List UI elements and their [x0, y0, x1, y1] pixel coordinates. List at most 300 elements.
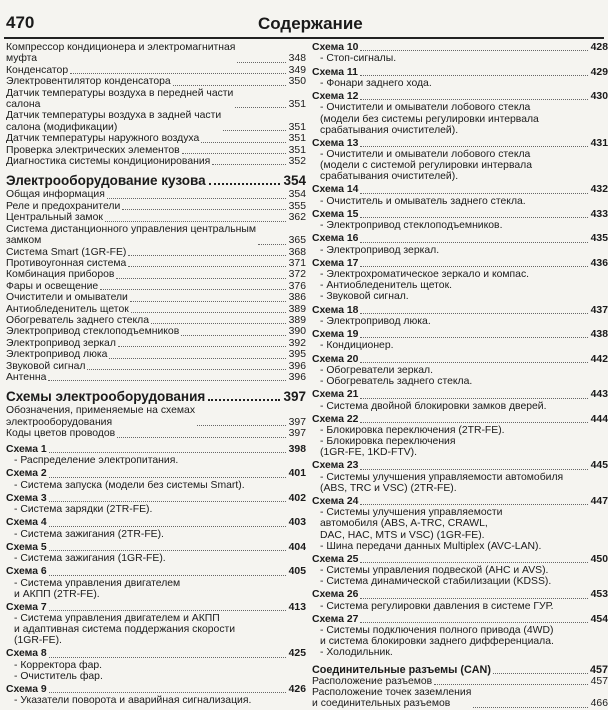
entry-label: Обогреватель заднего стекла	[6, 314, 150, 326]
scheme-heading	[312, 184, 608, 195]
scheme-items	[312, 196, 608, 207]
toc-entry[interactable]	[6, 315, 306, 326]
leader-dots	[360, 146, 588, 147]
scheme-name: Схема 13	[312, 137, 359, 149]
leader-dots	[151, 323, 286, 324]
scheme-items	[6, 529, 306, 540]
scheme-items	[312, 245, 608, 256]
scheme-heading	[312, 354, 608, 365]
leader-dots	[197, 425, 286, 426]
scheme-page: 405	[288, 566, 306, 578]
scheme-items	[6, 660, 306, 682]
entry-label: Антенна	[6, 371, 47, 383]
scheme-item: - Очиститель фар.	[14, 670, 103, 682]
scheme-name: Схема 9	[6, 683, 47, 695]
section-heading[interactable]	[6, 389, 306, 404]
scheme-heading	[6, 468, 306, 479]
scheme-item: - Звуковой сигнал.	[320, 291, 409, 303]
scheme-page: 450	[590, 553, 608, 565]
scheme-items	[6, 455, 306, 466]
entry-page: 396	[288, 371, 306, 383]
page-title: Содержание	[258, 14, 363, 33]
scheme-page: 425	[288, 648, 306, 660]
entry-page: 396	[288, 360, 306, 372]
scheme-entry[interactable]	[312, 329, 608, 352]
toc-entry[interactable]	[6, 88, 306, 111]
entry-page: 350	[288, 76, 306, 88]
toc-entry[interactable]	[6, 133, 306, 144]
scheme-name: Схема 25	[312, 553, 359, 565]
leader-dots	[360, 266, 588, 267]
leader-dots	[87, 369, 286, 370]
entry-label: Центральный замок	[6, 212, 103, 224]
scheme-name: Схема 7	[6, 601, 47, 613]
scheme-items	[312, 507, 608, 551]
scheme-name: Схема 5	[6, 541, 47, 553]
scheme-page: 453	[590, 589, 608, 601]
scheme-heading	[6, 517, 306, 528]
leader-dots	[173, 85, 286, 86]
scheme-heading	[312, 414, 608, 425]
scheme-entry[interactable]	[6, 684, 306, 707]
entry-label: Расположение разъемов	[312, 675, 433, 687]
leader-dots	[360, 598, 588, 599]
scheme-heading	[6, 493, 306, 504]
scheme-page: 401	[288, 468, 306, 480]
scheme-heading	[312, 42, 608, 53]
scheme-page: 443	[590, 389, 608, 401]
scheme-page: 435	[590, 233, 608, 245]
scheme-heading	[312, 305, 608, 316]
entry-label: Электропривод зеркал	[6, 337, 116, 349]
entry-page: 389	[288, 314, 306, 326]
entry-label: Звуковой сигнал	[6, 360, 86, 372]
toc-entry[interactable]	[6, 42, 306, 65]
leader-dots	[181, 335, 286, 336]
scheme-item: - Система управления двигателем и АКПП (2TR-FE).	[14, 577, 181, 600]
scheme-items	[6, 578, 306, 600]
entry-page: 349	[288, 64, 306, 76]
scheme-entry[interactable]	[312, 614, 608, 659]
entry-label: Датчик температуры наружного воздуха	[6, 133, 200, 145]
scheme-item: - Холодильник.	[320, 647, 393, 659]
page-number: 470	[6, 13, 35, 32]
scheme-entry[interactable]	[6, 444, 306, 467]
scheme-item: - Указатели поворота и аварийная сигнализация.	[14, 695, 252, 707]
scheme-name: Схема 14	[312, 184, 359, 196]
toc-entry[interactable]	[6, 361, 306, 372]
leader-dots	[360, 313, 588, 314]
scheme-list	[6, 444, 306, 707]
scheme-name: Схема 4	[6, 517, 47, 529]
scheme-entry[interactable]	[312, 258, 608, 303]
entry-label: Система Smart (1GR-FE)	[6, 246, 127, 258]
right-column	[312, 42, 608, 710]
leader-dots	[434, 684, 588, 685]
scheme-page: 430	[590, 91, 608, 102]
entry-label: Система дистанционного управления центральным замком	[6, 223, 257, 247]
entry-label: Комбинация приборов	[6, 269, 115, 281]
scheme-entry[interactable]	[312, 389, 608, 412]
scheme-item: - Электрохроматическое зеркало и компас.	[320, 269, 530, 281]
leader-dots	[360, 422, 588, 423]
entry-page: 397	[288, 416, 306, 428]
scheme-heading	[312, 258, 608, 269]
entry-label: Конденсатор	[6, 64, 69, 76]
entry-label: Общая информация	[6, 189, 105, 201]
scheme-items	[312, 601, 608, 612]
scheme-entry[interactable]	[312, 138, 608, 183]
scheme-entry[interactable]	[6, 602, 306, 647]
scheme-items	[312, 78, 608, 89]
leader-dots	[235, 107, 286, 108]
scheme-name: Схема 8	[6, 648, 47, 660]
section-page: 457	[589, 663, 608, 676]
toc-entry[interactable]	[6, 269, 306, 280]
scheme-name: Схема 16	[312, 233, 359, 245]
leader-dots	[237, 62, 286, 63]
leader-dots	[360, 469, 588, 470]
leader-dots	[49, 526, 286, 527]
entry-label: Датчик температуры воздуха в задней части салона (модификации)	[6, 110, 222, 133]
scheme-page: 432	[590, 184, 608, 196]
entry-page: 368	[288, 246, 306, 258]
scheme-entry[interactable]	[312, 354, 608, 388]
scheme-heading	[312, 496, 608, 507]
toc-entry[interactable]	[6, 258, 306, 269]
leader-dots	[49, 501, 286, 502]
toc-entry[interactable]	[6, 76, 306, 87]
entry-label: Электропривод стеклоподъемников	[6, 326, 180, 338]
toc-entry[interactable]	[6, 224, 306, 247]
leader-dots	[360, 504, 588, 505]
scheme-item: - Обогреватель заднего стекла.	[320, 376, 473, 388]
scheme-entry[interactable]	[312, 91, 608, 136]
leader-dots	[49, 550, 286, 551]
entry-page: 351	[288, 99, 306, 111]
scheme-heading	[6, 648, 306, 659]
leader-dots	[118, 346, 286, 347]
toc-entry[interactable]	[6, 338, 306, 349]
scheme-item: - Система управления двигателем и АКПП и адаптивная система поддержания скорости (1GR-FE).	[14, 613, 236, 647]
scheme-heading	[312, 209, 608, 220]
scheme-items	[312, 425, 608, 458]
leader-dots	[49, 575, 286, 576]
scheme-entry[interactable]	[6, 468, 306, 491]
scheme-heading	[312, 389, 608, 400]
toc-entry[interactable]	[6, 428, 306, 439]
scheme-items	[312, 340, 608, 351]
entry-label: Фары и освещение	[6, 280, 99, 292]
toc-entry[interactable]	[312, 687, 608, 710]
toc-entry[interactable]	[6, 405, 306, 428]
scheme-item: - Шина передачи данных Multiplex (AVC-LAN).	[320, 540, 542, 552]
scheme-item: - Системы управления подвеской (AHC и AVS).	[320, 565, 549, 577]
scheme-page: 437	[590, 304, 608, 316]
intro-list	[6, 42, 306, 167]
scheme-name: Схема 1	[6, 443, 47, 455]
scheme-entry[interactable]	[312, 554, 608, 588]
leader-dots	[116, 278, 286, 279]
scheme-heading	[312, 329, 608, 340]
scheme-page: 413	[288, 601, 306, 613]
scheme-name: Схема 18	[312, 304, 359, 316]
scheme-page: 436	[590, 257, 608, 269]
scheme-entry[interactable]	[6, 566, 306, 600]
entry-label: Проверка электрических элементов	[6, 144, 180, 156]
leader-dots	[360, 242, 588, 243]
leader-dots	[360, 99, 588, 100]
scheme-items	[312, 269, 608, 302]
leader-dots	[107, 198, 286, 199]
scheme-entry[interactable]	[312, 209, 608, 232]
scheme-name: Схема 21	[312, 389, 359, 401]
scheme-items	[312, 472, 608, 494]
scheme-heading	[6, 602, 306, 613]
scheme-heading	[6, 444, 306, 455]
leader-dots	[49, 452, 286, 453]
scheme-entry[interactable]	[312, 496, 608, 552]
scheme-item: - Фонари заднего хода.	[320, 77, 432, 89]
scheme-name: Схема 6	[6, 566, 47, 578]
scheme-entry[interactable]	[312, 305, 608, 328]
scheme-heading	[312, 138, 608, 149]
entry-page: 386	[288, 292, 306, 304]
section-title: Электрооборудование кузова	[6, 173, 206, 189]
entry-page: 457	[590, 675, 608, 687]
entry-label: Расположение точек заземления и соединительных разъемов	[312, 686, 472, 710]
entry-page: 466	[590, 698, 608, 710]
section-page: 397	[283, 389, 306, 405]
scheme-item: - Очиститель и омыватель заднего стекла.	[320, 195, 526, 207]
entry-label: Компрессор кондиционера и электромагнитная муфта	[6, 42, 236, 65]
entry-label: Коды цветов проводов	[6, 428, 116, 440]
entry-label: Диагностика системы кондиционирования	[6, 156, 211, 168]
scheme-item: - Очистители и омыватели лобового стекла (модели без системы регулировки интервала срабатывания очистителей).	[320, 102, 539, 136]
scheme-entry[interactable]	[312, 67, 608, 90]
leader-dots	[105, 221, 286, 222]
leader-dots	[360, 398, 588, 399]
entry-label: Электропривод люка	[6, 349, 108, 361]
section-list	[312, 676, 608, 710]
entry-label: Противоугонная система	[6, 257, 127, 269]
scheme-item: - Блокировка переключения (1GR-FE, 1KD-FTV).	[320, 436, 456, 459]
scheme-page: 444	[590, 413, 608, 425]
scheme-name: Схема 24	[312, 495, 359, 507]
scheme-entry[interactable]	[6, 542, 306, 565]
entry-label: Очистители и омыватели	[6, 292, 128, 304]
entry-page: 362	[288, 212, 306, 224]
toc-entry[interactable]	[6, 65, 306, 76]
scheme-entry[interactable]	[6, 493, 306, 516]
scheme-page: 429	[590, 66, 608, 78]
scheme-name: Схема 17	[312, 257, 359, 269]
scheme-item: - Система регулировки давления в системе ГУР.	[320, 600, 554, 612]
section-list	[6, 405, 306, 439]
toc-entry[interactable]	[6, 156, 306, 167]
scheme-items	[312, 220, 608, 231]
section-heading[interactable]	[312, 664, 608, 676]
leader-dots	[223, 130, 286, 131]
scheme-items	[312, 53, 608, 64]
scheme-item: - Корректора фар.	[14, 659, 103, 671]
leader-dots	[360, 75, 588, 76]
entry-label: Антиобледенитель щеток	[6, 303, 129, 315]
scheme-heading	[312, 589, 608, 600]
scheme-page: 398	[288, 443, 306, 455]
scheme-item: - Распределение электропитания.	[14, 455, 179, 466]
leader-dots	[473, 707, 588, 708]
scheme-items	[312, 401, 608, 412]
scheme-heading	[312, 233, 608, 244]
scheme-item: - Антиобледенитель щеток.	[320, 280, 452, 292]
scheme-item: - Электропривод люка.	[320, 315, 431, 327]
leader-dots	[360, 337, 588, 338]
scheme-items	[6, 553, 306, 564]
leader-dots	[48, 380, 286, 381]
leader-dots	[70, 73, 286, 74]
scheme-name: Схема 20	[312, 353, 359, 365]
toc-entry[interactable]	[6, 326, 306, 337]
leader-dots	[182, 153, 286, 154]
leader-dots	[128, 255, 286, 256]
scheme-page: 447	[590, 495, 608, 507]
leader-dots	[130, 301, 286, 302]
leader-dots	[360, 193, 588, 194]
toc-entry[interactable]	[6, 292, 306, 303]
entry-page: 372	[288, 269, 306, 281]
toc-entry[interactable]	[6, 201, 306, 212]
scheme-page: 403	[288, 517, 306, 529]
scheme-name: Схема 19	[312, 329, 359, 341]
scheme-item: - Обогреватели зеркал.	[320, 364, 433, 376]
scheme-page: 402	[288, 492, 306, 504]
leader-dots	[201, 142, 286, 143]
leader-dots	[109, 358, 286, 359]
scheme-item: - Системы подключения полного привода (4WD) и система блокировки заднего дифференциала.	[320, 625, 554, 648]
scheme-name: Схема 27	[312, 613, 359, 625]
scheme-item: - Блокировка переключения (2TR-FE).	[320, 425, 505, 437]
page-header	[0, 0, 608, 36]
entry-page: 352	[288, 156, 306, 168]
leader-dots	[360, 50, 588, 51]
scheme-heading	[6, 566, 306, 577]
leader-dots	[360, 362, 588, 363]
scheme-item: - Кондиционер.	[320, 340, 394, 352]
entry-page: 348	[288, 53, 306, 65]
scheme-entry[interactable]	[6, 648, 306, 682]
entry-page: 351	[288, 133, 306, 145]
scheme-name: Схема 26	[312, 589, 359, 601]
entry-label: Реле и предохранители	[6, 200, 121, 212]
leader-dots	[49, 692, 286, 693]
entry-page: 354	[288, 189, 306, 201]
scheme-item: - Система зажигания (1GR-FE).	[14, 553, 166, 564]
scheme-name: Схема 3	[6, 492, 47, 504]
toc-entry[interactable]	[6, 372, 306, 383]
scheme-page: 428	[590, 42, 608, 53]
scheme-items	[312, 149, 608, 182]
scheme-page: 438	[590, 329, 608, 341]
section-heading[interactable]	[6, 173, 306, 188]
scheme-entry[interactable]	[6, 517, 306, 540]
toc-entry[interactable]	[6, 145, 306, 156]
toc-entry[interactable]	[6, 189, 306, 200]
scheme-item: - Система запуска (модели без системы Smart).	[14, 479, 245, 491]
leader-dots	[122, 209, 286, 210]
scheme-page: 404	[288, 541, 306, 553]
leader-dots	[209, 183, 281, 185]
scheme-item: - Система двойной блокировки замков дверей.	[320, 400, 547, 412]
scheme-items	[312, 625, 608, 658]
scheme-name: Схема 10	[312, 42, 359, 53]
toc-entry[interactable]	[6, 281, 306, 292]
scheme-name: Схема 22	[312, 413, 359, 425]
leader-dots	[49, 657, 286, 658]
scheme-page: 445	[590, 460, 608, 472]
scheme-entry[interactable]	[312, 460, 608, 494]
leader-dots	[360, 562, 588, 563]
scheme-items	[312, 565, 608, 587]
scheme-name: Схема 23	[312, 460, 359, 472]
scheme-item: - Системы улучшения управляемости автомобиля (ABS, A-TRC, CRAWL, DAC, HAC, MTS и VSC) (1GR-FE).	[320, 507, 503, 541]
entry-page: 390	[288, 326, 306, 338]
scheme-items	[6, 504, 306, 515]
leader-dots	[493, 673, 588, 674]
scheme-entry[interactable]	[312, 414, 608, 459]
scheme-items	[312, 102, 608, 135]
scheme-heading	[312, 554, 608, 565]
scheme-entry[interactable]	[312, 589, 608, 612]
entry-page: 376	[288, 280, 306, 292]
scheme-entry[interactable]	[312, 42, 608, 65]
leader-dots	[100, 289, 286, 290]
toc-entry[interactable]	[6, 212, 306, 223]
entry-page: 365	[288, 235, 306, 247]
scheme-entry[interactable]	[312, 184, 608, 207]
scheme-page: 454	[590, 613, 608, 625]
scheme-page: 426	[288, 683, 306, 695]
toc-entry[interactable]	[6, 110, 306, 133]
header-rule	[4, 37, 604, 39]
leader-dots	[131, 312, 286, 313]
scheme-item: - Системы улучшения управляемости автомобиля (ABS, TRC и VSC) (2TR-FE).	[320, 471, 564, 494]
toc-entry[interactable]	[6, 304, 306, 315]
scheme-heading	[312, 614, 608, 625]
scheme-name: Схема 15	[312, 208, 359, 220]
scheme-items	[312, 316, 608, 327]
scheme-name: Схема 12	[312, 91, 359, 102]
entry-label: Обозначения, применяемые на схемах электрооборудования	[6, 405, 196, 428]
entry-label: Датчик температуры воздуха в передней части салона	[6, 87, 234, 111]
entry-page: 395	[288, 349, 306, 361]
section-list	[6, 189, 306, 383]
scheme-name: Схема 11	[312, 66, 358, 78]
leader-dots	[258, 244, 286, 245]
scheme-item: - Очистители и омыватели лобового стекла (модели с системой регулировки интервала срабатывания очистителей).	[320, 149, 532, 183]
toc-entry[interactable]	[6, 349, 306, 360]
scheme-list	[312, 42, 608, 659]
scheme-page: 433	[590, 208, 608, 220]
toc-entry[interactable]	[6, 247, 306, 258]
leader-dots	[49, 610, 286, 611]
toc-entry[interactable]	[312, 676, 608, 687]
scheme-item: - Система динамической стабилизации (KDSS).	[320, 576, 552, 588]
entry-label: Электровентилятор конденсатора	[6, 76, 171, 88]
scheme-heading	[6, 542, 306, 553]
scheme-entry[interactable]	[312, 233, 608, 256]
scheme-items	[6, 613, 306, 646]
